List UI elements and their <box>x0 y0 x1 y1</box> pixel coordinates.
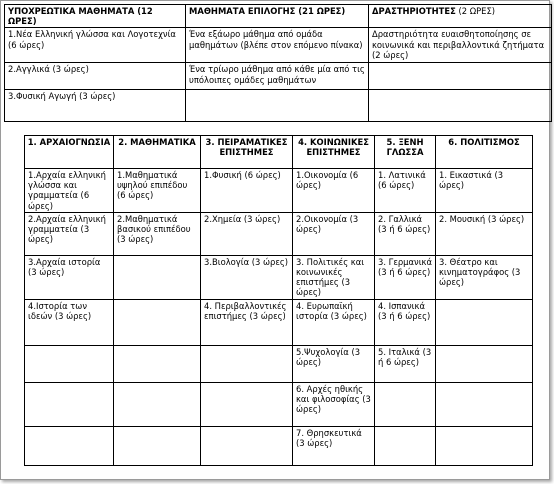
groups-cell: 1.Αρχαία ελληνική γλώσσα και γραμματεία (6 ώρες) <box>25 169 114 213</box>
groups-cell: 3. Πολιτικές και κοινωνικές επιστήμες (3 ώρες) <box>293 255 375 299</box>
groups-cell: 2. Μουσική (3 ώρες) <box>436 212 533 255</box>
groups-cell <box>201 345 293 382</box>
groups-cell <box>436 345 533 382</box>
curriculum-summary-table <box>4 4 552 122</box>
summary-cell: 2.Αγγλικά (3 ώρες) <box>5 63 186 90</box>
groups-cell: 2.Οικονομία (3 ώρες) <box>293 212 375 255</box>
header-mandatory-courses-text: ΥΠΟΧΡΕΩΤΙΚΑ ΜΑΘΗΜΑΤΑ (12 ΩΡΕΣ) <box>8 6 153 27</box>
groups-row <box>25 212 533 255</box>
summary-row <box>5 28 552 63</box>
groups-row <box>25 345 533 382</box>
group-header-foreign-language: 5. ΞΕΝΗ ΓΛΩΣΣΑ <box>375 136 436 169</box>
groups-cell <box>201 426 293 465</box>
groups-cell: 4. Ισπανικά (3 ή 6 ώρες) <box>375 299 436 345</box>
groups-cell <box>201 382 293 426</box>
header-activities-text: ΔΡΑΣΤΗΡΙΟΤΗΤΕΣ <box>372 6 456 16</box>
summary-cell: 1.Νέα Ελληνική γλώσσα και Λογοτεχνία (6 ώρες) <box>5 28 186 63</box>
groups-cell <box>375 382 436 426</box>
summary-cell <box>186 90 369 122</box>
groups-cell: 7. Θρησκευτικά (3 ώρες) <box>293 426 375 465</box>
groups-cell: 2.Χημεία (3 ώρες) <box>201 212 293 255</box>
groups-cell <box>25 426 114 465</box>
groups-cell <box>114 299 201 345</box>
groups-cell <box>114 382 201 426</box>
group-header-experimental-sciences: 3. ΠΕΙΡΑΜΑΤΙΚΕΣ ΕΠΙΣΤΗΜΕΣ <box>201 136 293 169</box>
summary-cell <box>369 63 552 90</box>
groups-cell: 1.Μαθηματικά υψηλού επιπέδου (6 ώρες) <box>114 169 201 213</box>
header-elective-courses-text: ΜΑΘΗΜΑΤΑ ΕΠΙΛΟΓΗΣ (21 ΩΡΕΣ) <box>189 6 346 16</box>
summary-header-row <box>5 5 552 28</box>
groups-cell: 1.Οικονομία (6 ώρες) <box>293 169 375 213</box>
groups-row <box>25 299 533 345</box>
groups-cell: 2.Μαθηματικά βασικού επιπέδου (3 ώρες) <box>114 212 201 255</box>
groups-cell: 3.Βιολογία (3 ώρες) <box>201 255 293 299</box>
summary-row <box>5 63 552 90</box>
groups-cell: 2. Γαλλικά (3 ή 6 ώρες) <box>375 212 436 255</box>
groups-cell: 2.Αρχαία ελληνική γραμματεία (3 ώρες) <box>25 212 114 255</box>
groups-cell <box>436 382 533 426</box>
groups-cell <box>114 255 201 299</box>
header-mandatory-courses <box>5 5 186 28</box>
groups-cell: 3.Αρχαία ιστορία (3 ώρες) <box>25 255 114 299</box>
groups-cell <box>25 345 114 382</box>
groups-cell: 4.Ιστορία των ιδεών (3 ώρες) <box>25 299 114 345</box>
groups-cell <box>436 426 533 465</box>
groups-cell <box>436 299 533 345</box>
groups-row <box>25 255 533 299</box>
groups-cell: 3. Γερμανικά (3 ή 6 ώρες) <box>375 255 436 299</box>
groups-cell: 1. Λατινικά (6 ώρες) <box>375 169 436 213</box>
group-header-ancient-studies: 1. ΑΡΧΑΙΟΓΝΩΣΙΑ <box>25 136 114 169</box>
groups-cell: 6. Αρχές ηθικής και φιλοσοφίας (3 ώρες) <box>293 382 375 426</box>
header-activities <box>369 5 552 28</box>
summary-cell: Δραστηριότητα ευαισθητοποίησης σε κοινωνικά και περιβαλλοντικά ζητήματα (2 ώρες) <box>369 28 552 63</box>
summary-cell <box>369 90 552 122</box>
groups-row <box>25 169 533 213</box>
summary-cell: Ένα τρίωρο μάθημα από κάθε μία από τις υπόλοιπες ομάδες μαθημάτων <box>186 63 369 90</box>
group-header-culture: 6. ΠΟΛΙΤΙΣΜΟΣ <box>436 136 533 169</box>
course-groups-table <box>24 135 533 466</box>
groups-cell <box>375 426 436 465</box>
groups-cell: 5.Ψυχολογία (3 ώρες) <box>293 345 375 382</box>
header-elective-courses <box>186 5 369 28</box>
groups-cell <box>25 382 114 426</box>
groups-cell <box>114 426 201 465</box>
summary-cell: Ένα εξάωρο μάθημα από ομάδα μαθημάτων (βλέπε στον επόμενο πίνακα) <box>186 28 369 63</box>
groups-row <box>25 382 533 426</box>
groups-cell: 5. Ιταλικά (3 ή 6 ώρες) <box>375 345 436 382</box>
groups-cell: 1.Φυσική (6 ώρες) <box>201 169 293 213</box>
header-activities-sub: (2 ΩΡΕΣ) <box>455 6 496 16</box>
group-header-social-sciences: 4. ΚΟΙΝΩΝΙΚΕΣ ΕΠΙΣΤΗΜΕΣ <box>293 136 375 169</box>
summary-row <box>5 90 552 122</box>
groups-cell: 3. Θέατρο και κινηματογράφος (3 ώρες) <box>436 255 533 299</box>
groups-header-row <box>25 136 533 169</box>
groups-cell: 4. Ευρωπαϊκή ιστορία (3 ώρες) <box>293 299 375 345</box>
groups-row <box>25 426 533 465</box>
group-header-mathematics: 2. ΜΑΘΗΜΑΤΙΚΑ <box>114 136 201 169</box>
summary-cell: 3.Φυσική Αγωγή (3 ώρες) <box>5 90 186 122</box>
groups-cell <box>114 345 201 382</box>
groups-cell: 4. Περιβαλλοντικές επιστήμες (3 ώρες) <box>201 299 293 345</box>
groups-cell: 1. Εικαστικά (3 ώρες) <box>436 169 533 213</box>
